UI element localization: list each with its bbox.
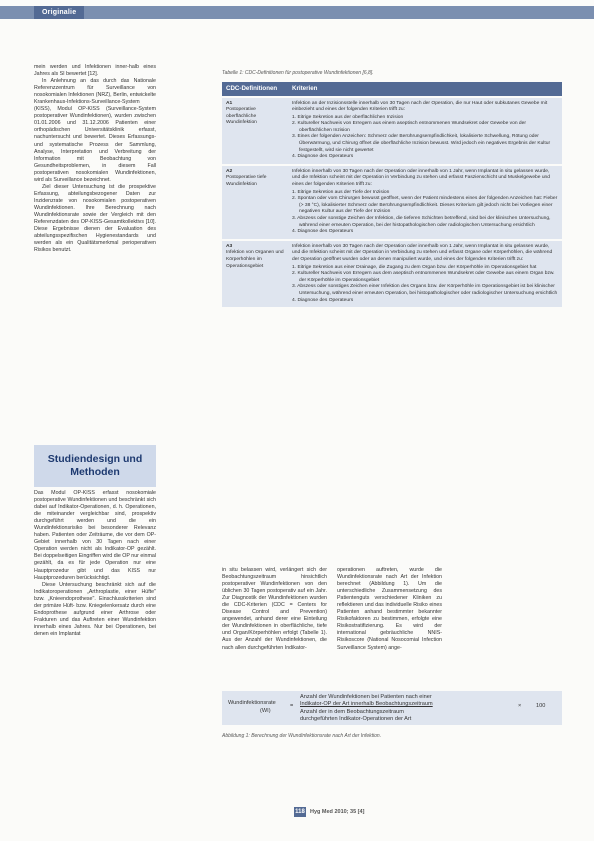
criteria-item: 2. Kultureller Nachweis von Erregern aus dem aseptisch entnommenen Wundsekret oder Gewebe aus einem Organ bzw. der Körperhöhle im Operationsgebiet: [292, 271, 555, 283]
definition-cell: [222, 240, 288, 307]
criteria-item: 3. Abszess oder sonstiges Zeichen einer Infektion des Organs bzw. der Körperhöhle im Operationsgebiet ist bei klinischer Untersuchung, während einer erneuten Operation, bei histopathologischer oder radiologischer Untersuchung ersichtlich: [292, 284, 558, 296]
column-3-text: operationen auftreten, wurde die Wundinfektionsrate nach Art der Infektion berechnet (Abbildung 1). Um die unterschiedliche Zusammensetzung des Patientenguts verschiedener Kliniken zu reflektieren und das individuelle Risiko eines Patienten anhand bestimmter bekannter Risikofaktoren zu bestimmen, erfolgte eine Risikostratifizierung. Es wird der international gebräuchliche NNIS-Risikoscore (National Nosocomial Infection Surveillance System) ange-: [337, 567, 442, 651]
criteria-item: 4. Diagnose des Operateurs: [292, 229, 354, 235]
criteria-item: 3. Abszess oder sonstige Zeichen der Infektion, die tieferen Schichten betreffend, sind bei der klinischen Untersuchung, während einer erneuten Operation, bei der histopathologischen oder radiologischen Untersuchung ersichtlich: [292, 216, 551, 228]
criteria-item: 2. Kultureller Nachweis von Erregern aus einem aseptisch entnommenen Wundsekret oder Gewebe von der oberflächlichen Inzision: [292, 121, 526, 133]
criteria-item: 3. Eines der folgenden Anzeichen: Schmerz oder Berührungsempfindlichkeit, lokalisierte Schwellung, Rötung oder Überwärmung, und Chirurg öffnet die oberflächliche Inzision bewusst. Wird jedoch ein negatives Ergebnis der Kultur festgestellt, wird sie nicht gewertet: [292, 134, 551, 153]
criteria-item: 2. Spontan oder vom Chirurgen bewusst geöffnet, wenn der Patient mindestens eines der folgenden Anzeichen hat: Fieber (> 38 °C), lokalisierter Schmerz oder Berührungsempfindlichkeit. Dieses Kriterium gilt jedoch nicht bei Vorliegen einer negativen Kultur aus der Tiefe der Inzision: [292, 196, 558, 215]
table-row: [222, 165, 562, 240]
definition-name: Postoperative oberflächliche Wundinfektion: [226, 107, 257, 126]
table-header-definitions: CDC-Definitionen: [222, 82, 288, 97]
criteria-item: 1. Eitrige Sekretion aus einer Drainage, die Zugang zu dem Organ bzw. der Körperhöhle im Operationsgebiet hat: [292, 264, 537, 270]
section-heading-line2: Methoden: [70, 466, 120, 478]
paragraph: mein werden und Infektionen inner-halb eines Jahres als SI bewertet [12].: [34, 64, 156, 78]
formula-factor: 100: [536, 703, 546, 709]
definition-name: Infektion von Organen und Körperhöhlen im Operationsgebiet: [226, 250, 284, 269]
criteria-intro: Infektion innerhalb von 30 Tagen nach der Operation oder innerhalb von 1 Jahr, wenn Implantat in situ gelassen wurde, und die Infektion scheint mit der Operation in Verbindung zu stehen und erfasst Faszienschicht und Muskelgewebe und eines der folgenden Kriterien trifft zu:: [292, 168, 551, 188]
formula-lhs-abbr: (WI): [260, 708, 271, 714]
criteria-item: 4. Diagnose des Operateurs: [292, 154, 354, 160]
paragraph: Das Modul OP-KISS erfasst nosokomiale postoperative Wundinfektionen und beschränkt sich dabei auf Indikator-Operationen, d. h. Operationen, die miteinander vergleichbar sind, prospektiv durchgeführt werden und die ein Wundinfektionsrisiko bei besonderer Relevanz haben. Patienten oder Zeiträume, die vor dem OP-Gebiet innerhalb von 30 Tagen nach einer Operation werden nicht als Indikator-OP gezählt. Bei doppelseitigen Eingriffen wird die OP nur einmal gezählt, da es für jede Operation nur eine Hauptprozedur gibt und das KISS nur Hauptprozeduren berücksichtigt.: [34, 490, 156, 581]
table-header-criteria: Kriterien: [288, 82, 562, 97]
header-bar: [0, 6, 594, 19]
formula-denominator-1: Anzahl der in dem Beobachtungszeitraum: [300, 709, 404, 715]
definition-name: Postoperative tiefe Wundinfektion: [226, 175, 267, 188]
column-1-text: [34, 64, 156, 254]
table-row: [222, 97, 562, 165]
section-heading: [34, 445, 156, 487]
criteria-item: 1. Eitrige Sekretion aus der oberflächlichen Inzision: [292, 114, 404, 120]
criteria-cell: [288, 165, 562, 240]
formula-lhs: Wundinfektionsrate: [228, 700, 276, 706]
criteria-intro: Infektion an der Inzisionsstelle innerhalb von 30 Tagen nach der Operation, die nur Haut oder subkutanes Gewebe mit einbezieht und eines der folgenden Kriterien trifft zu:: [292, 100, 548, 113]
formula-box: [222, 691, 562, 725]
formula-denominator-2: durchgeführten Indikator-Operationen der Art: [300, 716, 412, 722]
paragraph: In Anlehnung an das durch das Nationale Referenzzentrum für Surveillance von nosokomialen Infektionen (NRZ), Berlin, entwickelte Krankenhaus-Infektions-Surveillance-System (KISS), Modul OP-KISS (Surveillance-System postoperativer Wundinfektionen), wurden zwischen 01.01.2006 und 31.12.2006 Patienten einer orthopädischen Universitätsklinik erfasst, nachuntersucht und bewertet. Dieses Erfassungs- und systematische Prozess der Sammlung, Analyse, Interpretation und Verbreitung der Information mit Beobachtung von Gesundheitsproblemen, in diesem Fall postoperativen nosokomialen Wundinfektionen, wird als Surveillance bezeichnet.: [34, 78, 156, 183]
definition-cell: [222, 165, 288, 240]
definition-code: A1: [226, 100, 233, 106]
criteria-item: 1. Eitrige Sekretion aus der Tiefe der Inzision: [292, 189, 390, 195]
criteria-item: 4. Diagnose des Operateurs: [292, 297, 354, 303]
definition-code: A2: [226, 168, 233, 174]
formula-equals: =: [290, 703, 294, 709]
criteria-intro: Infektion innerhalb von 30 Tagen nach der Operation oder innerhalb von 1 Jahr, wenn Implantat in situ gelassen wurde, und die Infektion scheint mit der Operation in Verbindung zu stehen und erfasst Organe oder Körperhöhlen, die während der Operation geöffnet wurden oder an denen manipuliert wurde, und eines der folgenden Kriterien trifft zu:: [292, 243, 553, 262]
table-row: [222, 240, 562, 307]
journal-citation: Hyg Med 2010; 35 [4]: [310, 809, 365, 815]
section-label: Originalie: [34, 6, 84, 19]
definition-cell: [222, 97, 288, 165]
column-1b-text: [34, 490, 156, 638]
paragraph: Diese Untersuchung beschränkt sich auf die Indikatoroperationen „Arthroplastie, einer Hüfte" bzw. „Knieendoprothese". Einschlusskriterien sind der primäre Hüft- bzw. Kniegelenkersatz durch eine Endoprothese aufgrund einer Arthrose oder Frakturen und das Auftreten einer Wundinfektion innerhalb eines Jahres. Nur bei Operationen, bei denen ein Implantat: [34, 581, 156, 637]
figure-caption: Abbildung 1: Berechnung der Wundinfektionsrate nach Art der Infektion.: [222, 733, 382, 739]
formula-numerator-2: Indikator-OP der Art innerhalb Beobachtungszeitraum: [300, 701, 433, 707]
cdc-criteria-table: [222, 82, 562, 307]
table-caption: Tabelle 1: CDC-Definitionen für postoperative Wundinfektionen [6,8].: [222, 70, 374, 76]
definition-code: A3: [226, 243, 233, 249]
paragraph: Ziel dieser Untersuchung ist die prospektive Erfassung, abteilungsbezogener Daten zur Inzidenzrate von nosokomialen postoperativen Wundinfektionen. Ihre Berechnung nach Wundinfektionsrate sowie der Vergleich mit den Referenzdaten des OP-KISS-Gesamtkollektivs [10]. Diese Ergebnisse dienen der Evaluation des abteilungsspezifischen Hygienestandards und werden als ein Qualitätsmerkmal perioperativen Risikos benutzt.: [34, 183, 156, 254]
criteria-cell: [288, 97, 562, 165]
page-number: 118: [295, 809, 305, 815]
criteria-cell: [288, 240, 562, 307]
formula-numerator-1: Anzahl der Wundinfektionen bei Patienten nach einer: [300, 694, 432, 700]
section-heading-line1: Studiendesign und: [47, 453, 143, 465]
table-header-row: [222, 82, 562, 97]
formula-times: ×: [518, 703, 522, 709]
column-2-text: in situ belassen wird, verlängert sich der Beobachtungszeitraum hinsichtlich postoperativer Wundinfektionen von den üblichen 30 Tagen postoperativ auf ein Jahr. Zur Diagnostik der Wundinfektionen wurden die CDC-Kriterien (CDC = Centers for Disease Control and Prevention) angewendet, anhand derer eine Einteilung der Wundinfektionen in oberflächliche, tiefe und Organ/Körperhöhlen erfolgt (Tabelle 1). Aus der Anzahl der Wundinfektionen, die nach allen durchgeführten Indikator-: [222, 567, 327, 651]
